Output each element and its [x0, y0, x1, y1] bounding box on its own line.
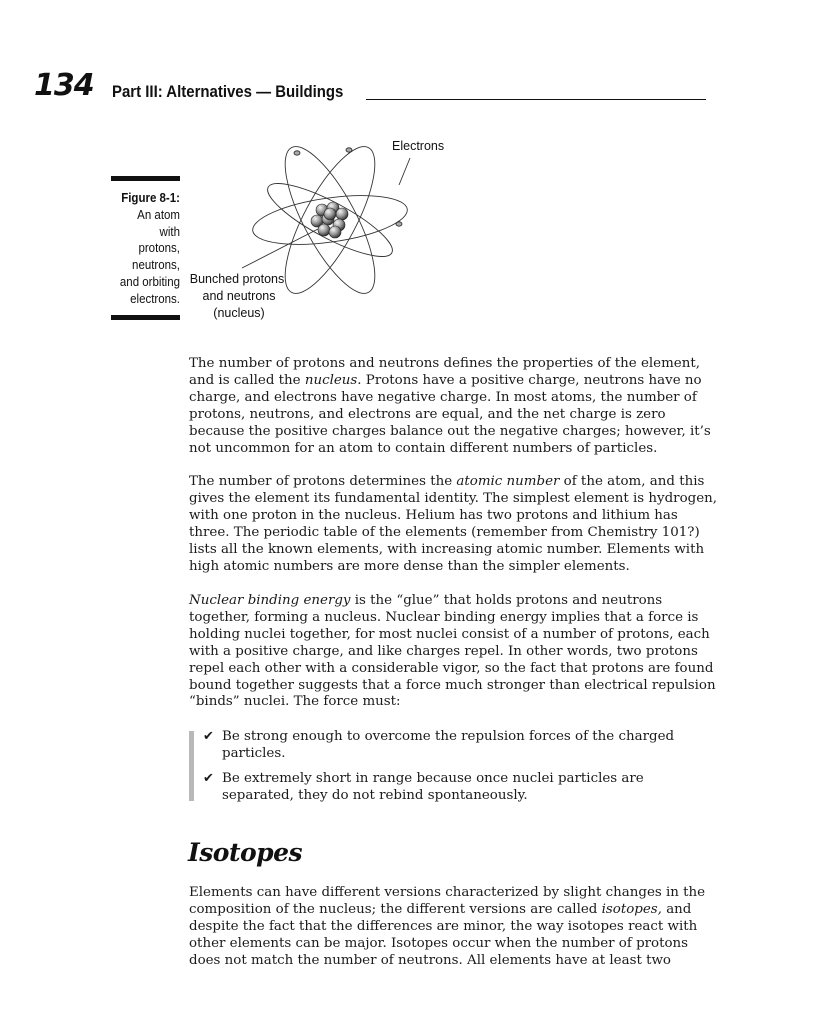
- caption-line: An atom: [137, 207, 180, 222]
- atom-illustration: [180, 128, 480, 324]
- page-number: 134: [34, 68, 94, 103]
- list-item: [203, 771, 713, 805]
- electron: [294, 151, 300, 155]
- nucleus: [311, 202, 348, 238]
- nucleus-leader: [242, 229, 318, 268]
- caption-line: protons,: [138, 241, 180, 256]
- list-item-text: Be strong enough to overcome the repulsion forces of the charged particles.: [222, 729, 675, 761]
- nucleon: [324, 208, 336, 220]
- running-head: Part III: Alternatives — Buildings: [112, 82, 344, 101]
- section-heading: Isotopes: [188, 838, 303, 867]
- checkmark-icon: ✔: [203, 729, 214, 744]
- list-item-text: Be extremely short in range because once nuclei particles are separated, they do not rebind spontaneously.: [222, 771, 644, 803]
- list-sidebar-bar: [189, 731, 194, 801]
- nucleus-callout: Bunched protons: [189, 272, 285, 286]
- nucleon: [318, 224, 330, 236]
- emphasized-term: atomic number: [456, 474, 560, 489]
- checkmark-icon: ✔: [203, 771, 214, 786]
- nucleon: [336, 208, 348, 220]
- caption-line: neutrons,: [132, 258, 180, 273]
- paragraph-nucleus: The number of protons and neutrons defines the properties of the element, and is called the nucleus. Protons have a positive charge, neutrons have no charge, and electrons have negative charge. In most atoms, the number of protons, neutrons, and electrons are equal, and the net charge is zero because the positive charges balance out the negative charges; however, it’s not uncommon for an atom to contain different numbers of particles.: [189, 356, 711, 456]
- figure-bar-top: [111, 176, 180, 181]
- caption-line: and orbiting: [119, 274, 180, 289]
- electron: [346, 148, 352, 152]
- nucleon: [329, 226, 341, 238]
- paragraph-binding-energy: Nuclear binding energy is the “glue” that holds protons and neutrons together, forming a nucleus. Nuclear binding energy implies that a force is holding nuclei together, for most nuclei consist of a number of protons, each with a positive charge, and like charges repel. In other words, two protons repel each other with a considerable vigor, so the fact that protons are found bound together suggests that a force much stronger than electrical repulsion “binds” nuclei. The force must:: [189, 593, 716, 710]
- caption-line: electrons.: [130, 291, 180, 306]
- figure-bar-bottom: [111, 315, 180, 320]
- caption-line: with: [159, 224, 180, 239]
- emphasized-term: Nuclear binding energy: [189, 593, 351, 608]
- header-rule: [366, 99, 706, 100]
- paragraph-isotopes: Elements can have different versions characterized by slight changes in the composition of the nucleus; the different versions are called isotopes, and despite the fact that the differences are minor, the way isotopes react with other elements can be major. Isotopes occur when the number of protons does not match the number of neutrons. All elements have at least two: [189, 885, 706, 968]
- electron: [396, 222, 402, 226]
- nucleus-callout: and neutrons: [202, 289, 276, 303]
- list-item: [203, 729, 713, 763]
- nucleus-callout: (nucleus): [213, 306, 265, 320]
- paragraph-atomic-number: The number of protons determines the atomic number of the atom, and this gives the element its fundamental identity. The simplest element is hydrogen, with one proton in the nucleus. Helium has two protons and lithium has three. The periodic table of the elements (remember from Chemistry 101?) lists all the known elements, with increasing atomic number. Elements with high atomic numbers are more dense than the simpler elements.: [189, 474, 718, 574]
- figure-caption: [90, 190, 180, 308]
- electrons-leader: [399, 158, 410, 185]
- electrons-callout: Electrons: [392, 139, 445, 153]
- emphasized-term: nucleus: [304, 372, 358, 388]
- figure-label: Figure 8-1:: [121, 191, 180, 205]
- emphasized-term: isotopes,: [601, 901, 662, 917]
